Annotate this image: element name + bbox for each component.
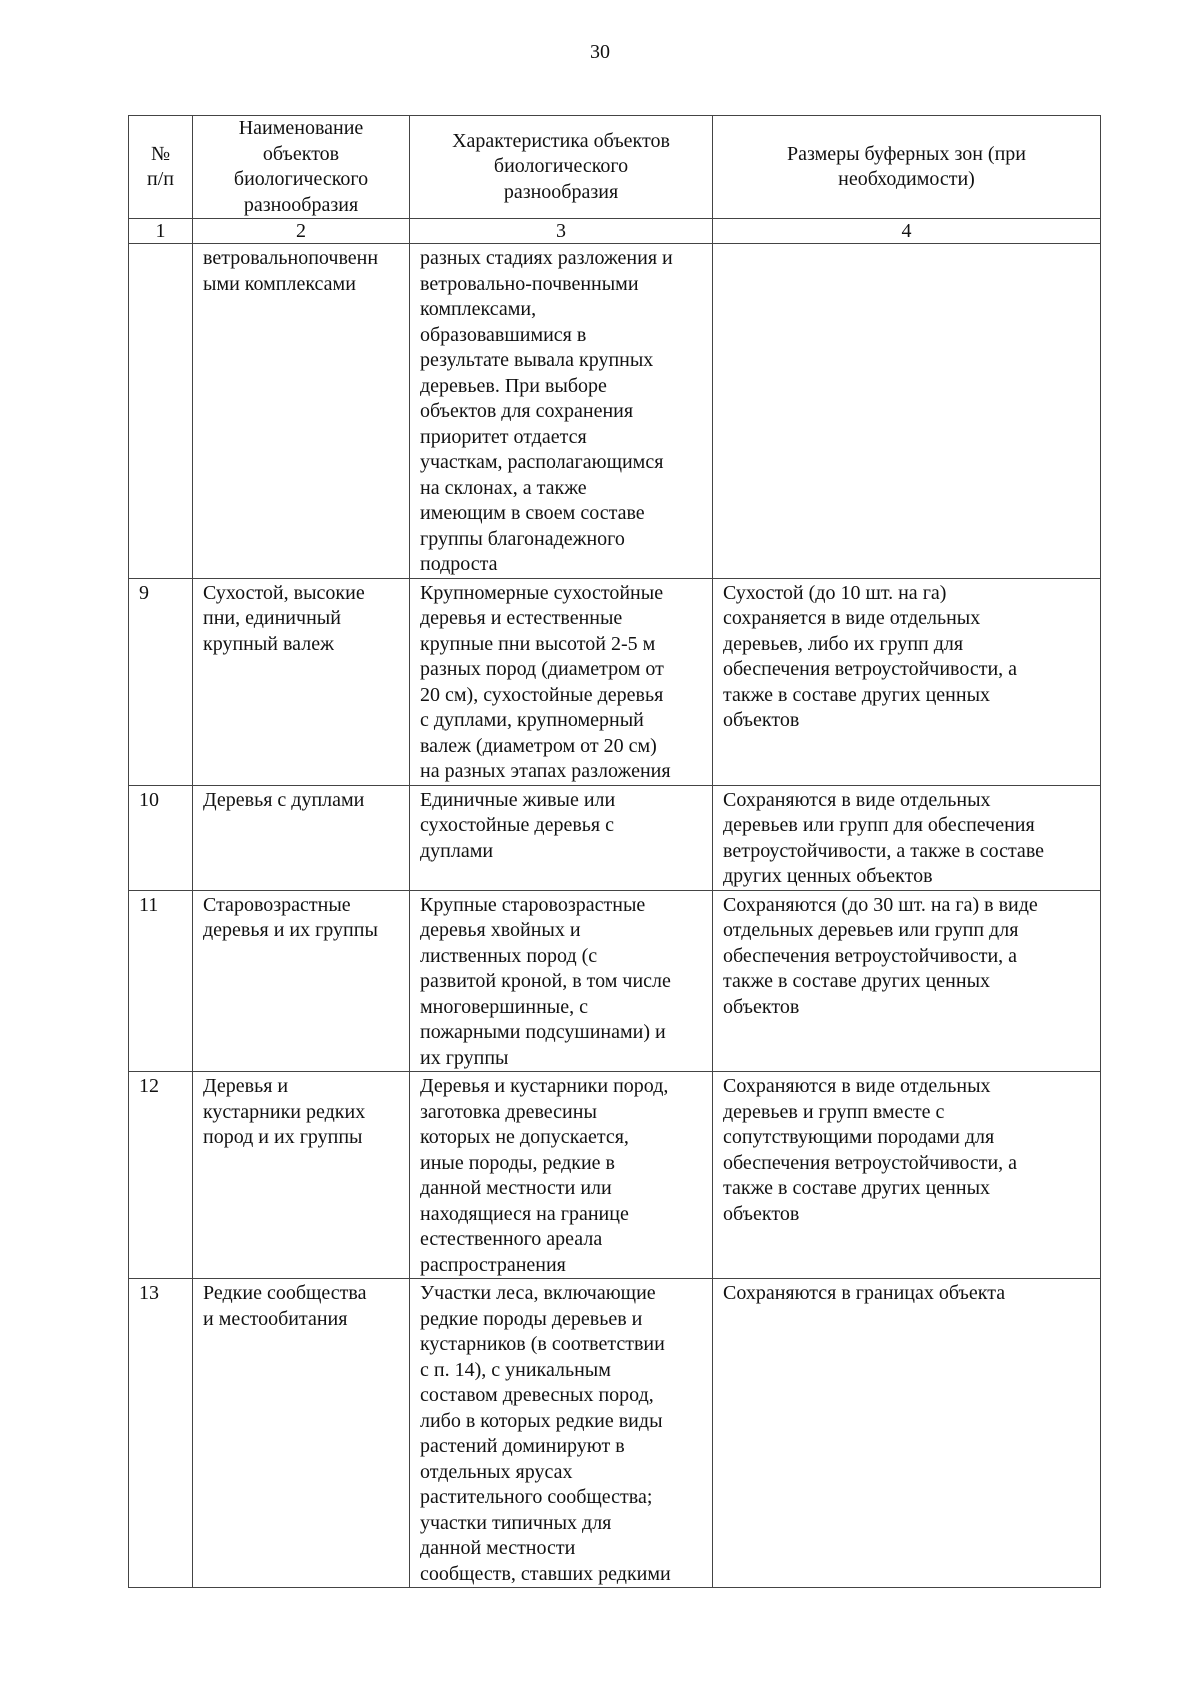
row-number: 13 xyxy=(129,1279,193,1588)
row-number: 12 xyxy=(129,1072,193,1279)
column-number: 2 xyxy=(193,219,410,244)
column-number: 1 xyxy=(129,219,193,244)
buffer-zone: Сохраняются в виде отдельных деревьев и групп вместе с сопутствующими породами для обеспечения ветроустойчивости, а также в составе других ценных объектов xyxy=(713,1072,1101,1279)
column-number: 3 xyxy=(410,219,713,244)
buffer-zone: Сохраняются в границах объекта xyxy=(713,1279,1101,1588)
buffer-zone: Сухостой (до 10 шт. на га) сохраняется в виде отдельных деревьев, либо их групп для обеспечения ветроустойчивости, а также в составе других ценных объектов xyxy=(713,578,1101,785)
page-number: 30 xyxy=(590,41,610,63)
column-numbers-row xyxy=(129,219,1101,244)
row-number: 11 xyxy=(129,890,193,1072)
table-row xyxy=(129,1279,1101,1588)
column-number: 4 xyxy=(713,219,1101,244)
row-number xyxy=(129,244,193,579)
buffer-zone: Сохраняются в виде отдельных деревьев или групп для обеспечения ветроустойчивости, а также в составе других ценных объектов xyxy=(713,785,1101,890)
header-number: № п/п xyxy=(129,116,193,219)
object-name: Деревья и кустарники редких пород и их группы xyxy=(193,1072,410,1279)
table-row xyxy=(129,1072,1101,1279)
object-characteristic: Участки леса, включающие редкие породы деревьев и кустарников (в соответствии с п. 14), с уникальным составом древесных пород, либо в которых редкие виды растений доминируют в отдельных ярусах растительного сообщества; участки типичных для данной местности сообществ, ставших редкими xyxy=(410,1279,713,1588)
row-number: 9 xyxy=(129,578,193,785)
table-row xyxy=(129,578,1101,785)
table-row xyxy=(129,785,1101,890)
object-characteristic: Единичные живые или сухостойные деревья с дуплами xyxy=(410,785,713,890)
header-characteristic: Характеристика объектов биологического разнообразия xyxy=(410,116,713,219)
object-characteristic: разных стадиях разложения и ветровально-почвенными комплексами, образовавшимися в результате вывала крупных деревьев. При выборе объектов для сохранения приоритет отдается участкам, располагающимся на склонах, а также имеющим в своем составе группы благонадежного подроста xyxy=(410,244,713,579)
object-name: Сухостой, высокие пни, единичный крупный валеж xyxy=(193,578,410,785)
object-characteristic: Крупномерные сухостойные деревья и естественные крупные пни высотой 2-5 м разных пород (диаметром от 20 см), сухостойные деревья с дуплами, крупномерный валеж (диаметром от 20 см) на разных этапах разложения xyxy=(410,578,713,785)
table-row xyxy=(129,890,1101,1072)
object-name: ветровальнопочвенн ыми комплексами xyxy=(193,244,410,579)
buffer-zone xyxy=(713,244,1101,579)
object-name: Деревья с дуплами xyxy=(193,785,410,890)
object-name: Редкие сообщества и местообитания xyxy=(193,1279,410,1588)
biodiversity-objects-table xyxy=(128,115,1101,1588)
buffer-zone: Сохраняются (до 30 шт. на га) в виде отдельных деревьев или групп для обеспечения ветроустойчивости, а также в составе других ценных объектов xyxy=(713,890,1101,1072)
header-buffer-zone: Размеры буферных зон (при необходимости) xyxy=(713,116,1101,219)
header-object-name: Наименование объектов биологического разнообразия xyxy=(193,116,410,219)
object-characteristic: Крупные старовозрастные деревья хвойных и лиственных пород (с развитой кроной, в том числе многовершинные, с пожарными подсушинами) и их группы xyxy=(410,890,713,1072)
object-characteristic: Деревья и кустарники пород, заготовка древесины которых не допускается, иные породы, редкие в данной местности или находящиеся на границе естественного ареала распространения xyxy=(410,1072,713,1279)
object-name: Старовозрастные деревья и их группы xyxy=(193,890,410,1072)
row-number: 10 xyxy=(129,785,193,890)
table-header-row xyxy=(129,116,1101,219)
table-row xyxy=(129,244,1101,579)
